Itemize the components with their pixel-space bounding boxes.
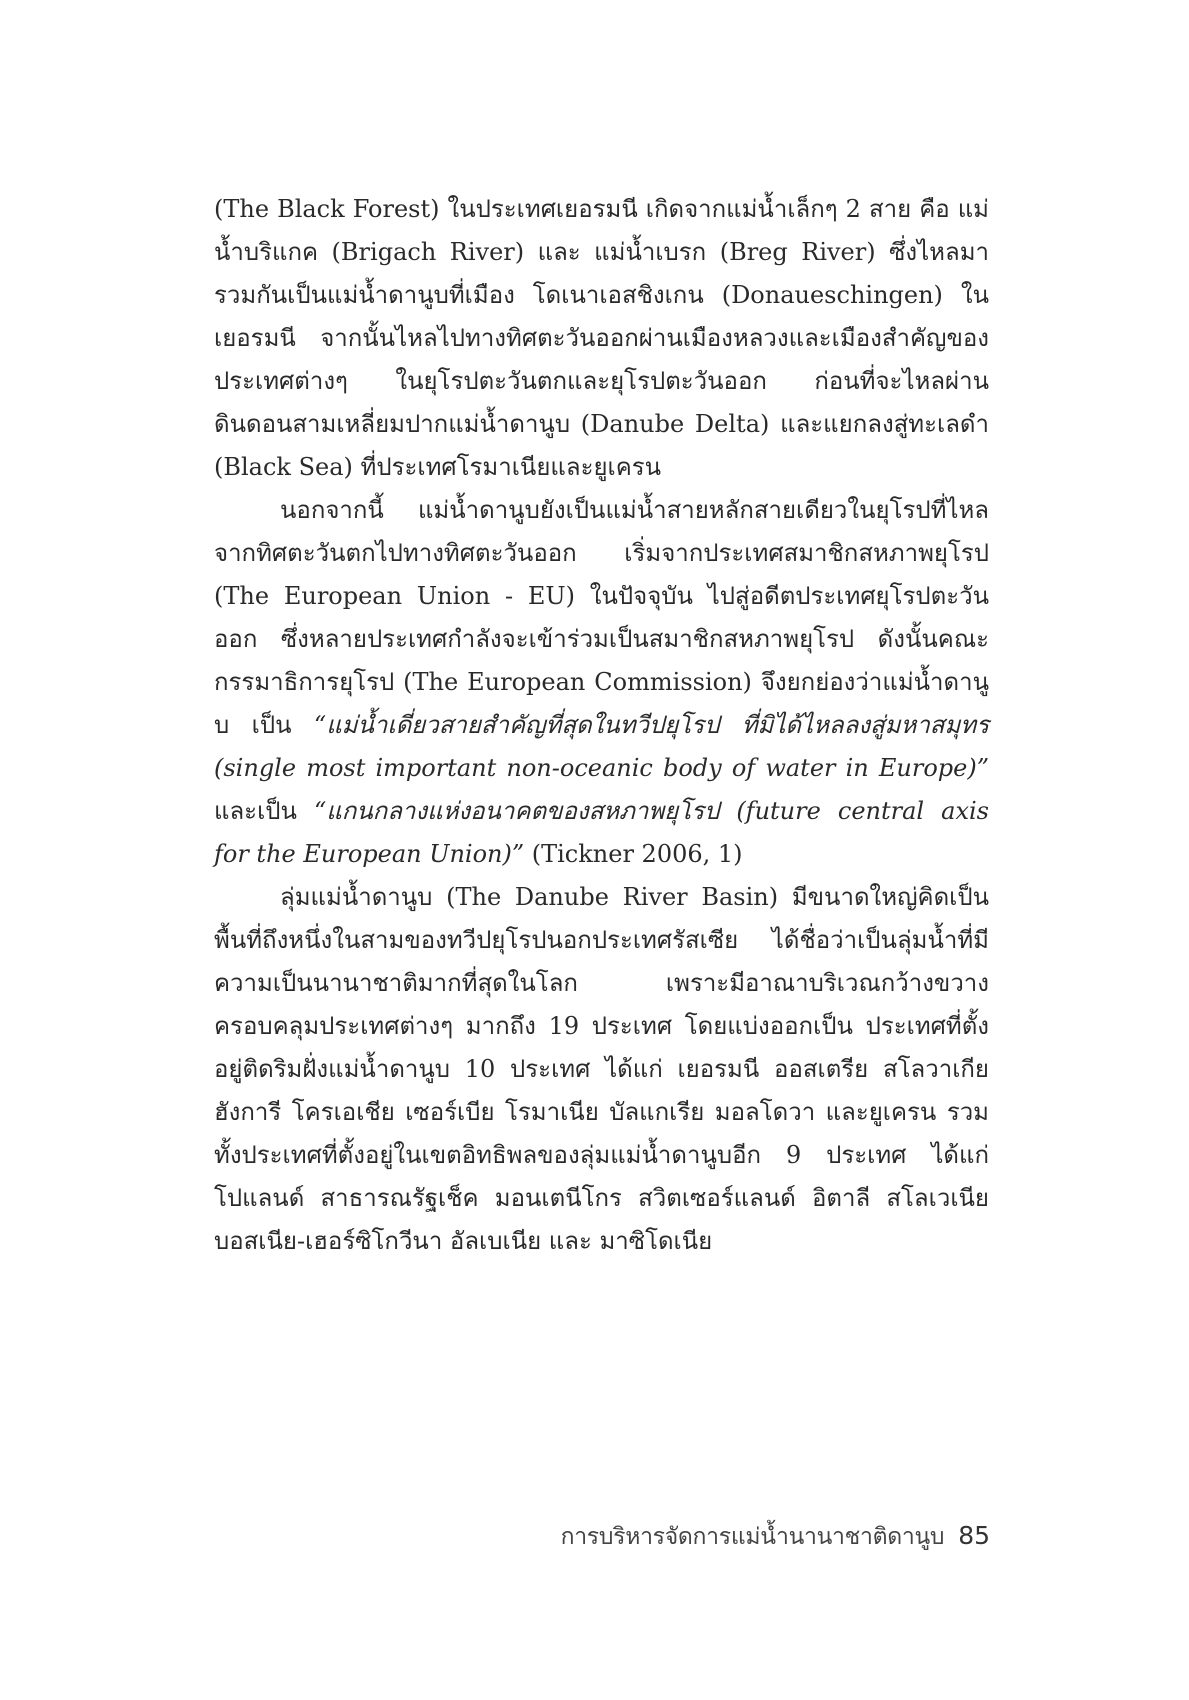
citation: (Tickner 2006, 1) (524, 840, 743, 868)
danube-quote-most-important: “แม่น้ำเดี่ยวสายสำคัญที่สุดในทวีปยุโรป ที่มิได้ไหลลงสู่มหาสมุทร (single most important non-oceanic body of water in Europe)” (214, 711, 989, 782)
paragraph-2-text: นอกจากนี้ แม่น้ำดานูบยังเป็นแม่น้ำสายหลักสายเดียวในยุโรปที่ไหลจากทิศตะวันตกไปทางทิศตะวันออก เริ่มจากประเทศสมาชิกสหภาพยุโรป (The European Union - EU) ในปัจจุบัน ไปสู่อดีตประเทศยุโรปตะวันออก ซึ่งหลายประเทศกำลังจะเข้าร่วมเป็นสมาชิกสหภาพยุโรป ดังนั้นคณะกรรมาธิการยุโรป (The European Commission) จึงยกย่องว่าแม่น้ำดานูบ เป็น (214, 496, 989, 739)
paragraph-2-connector: และเป็น (214, 797, 314, 825)
body-text (214, 188, 989, 1263)
paragraph-1 (214, 188, 989, 489)
danube-quote-central-axis: “แกนกลางแห่งอนาคตของสหภาพยุโรป (future central axis for the European Union)” (214, 797, 989, 868)
page-number: 85 (958, 1521, 990, 1550)
paragraph-2 (214, 489, 989, 876)
paragraph-3-text: ลุ่มแม่น้ำดานูบ (The Danube River Basin) มีขนาดใหญ่คิดเป็นพื้นที่ถึงหนึ่งในสามของทวีปยุโรปนอกประเทศรัสเซีย ได้ชื่อว่าเป็นลุ่มน้ำที่มีความเป็นนานาชาติมากที่สุดในโลก เพราะมีอาณาบริเวณกว้างขวางครอบคลุมประเทศต่างๆ มากถึง 19 ประเทศ โดยแบ่งออกเป็น ประเทศที่ตั้งอยู่ติดริมฝั่งแม่น้ำดานูบ 10 ประเทศ ได้แก่ เยอรมนี ออสเตรีย สโลวาเกีย ฮังการี โครเอเชีย เซอร์เบีย โรมาเนีย บัลแกเรีย มอลโดวา และยูเครน รวมทั้งประเทศที่ตั้งอยู่ในเขตอิทธิพลของลุ่มแม่น้ำดานูบอีก 9 ประเทศ ได้แก่ โปแลนด์ สาธารณรัฐเช็ค มอนเตนีโกร สวิตเซอร์แลนด์ อิตาลี สโลเวเนีย บอสเนีย-เฮอร์ซิโกวีนา อัลเบเนีย และ มาซิโดเนีย (214, 883, 989, 1255)
paragraph-1-text: (The Black Forest) ในประเทศเยอรมนี เกิดจากแม่น้ำเล็กๆ 2 สาย คือ แม่น้ำบริแกค (Brigach River) และ แม่น้ำเบรก (Breg River) ซึ่งไหลมารวมกันเป็นแม่น้ำดานูบที่เมือง โดเนาเอสชิงเกน (Donaueschingen) ในเยอรมนี จากนั้นไหลไปทางทิศตะวันออกผ่านเมืองหลวงและเมืองสำคัญของประเทศต่างๆ ในยุโรปตะวันตกและยุโรปตะวันออก ก่อนที่จะไหลผ่านดินดอนสามเหลี่ยมปากแม่น้ำดานูบ (Danube Delta) และแยกลงสู่ทะเลดำ (Black Sea) ที่ประเทศโรมาเนียและยูเครน (214, 195, 989, 481)
running-footer-title: การบริหารจัดการแม่น้ำนานาชาติดานูบ (560, 1524, 945, 1550)
page-footer (560, 1519, 990, 1555)
paragraph-3 (214, 876, 989, 1263)
